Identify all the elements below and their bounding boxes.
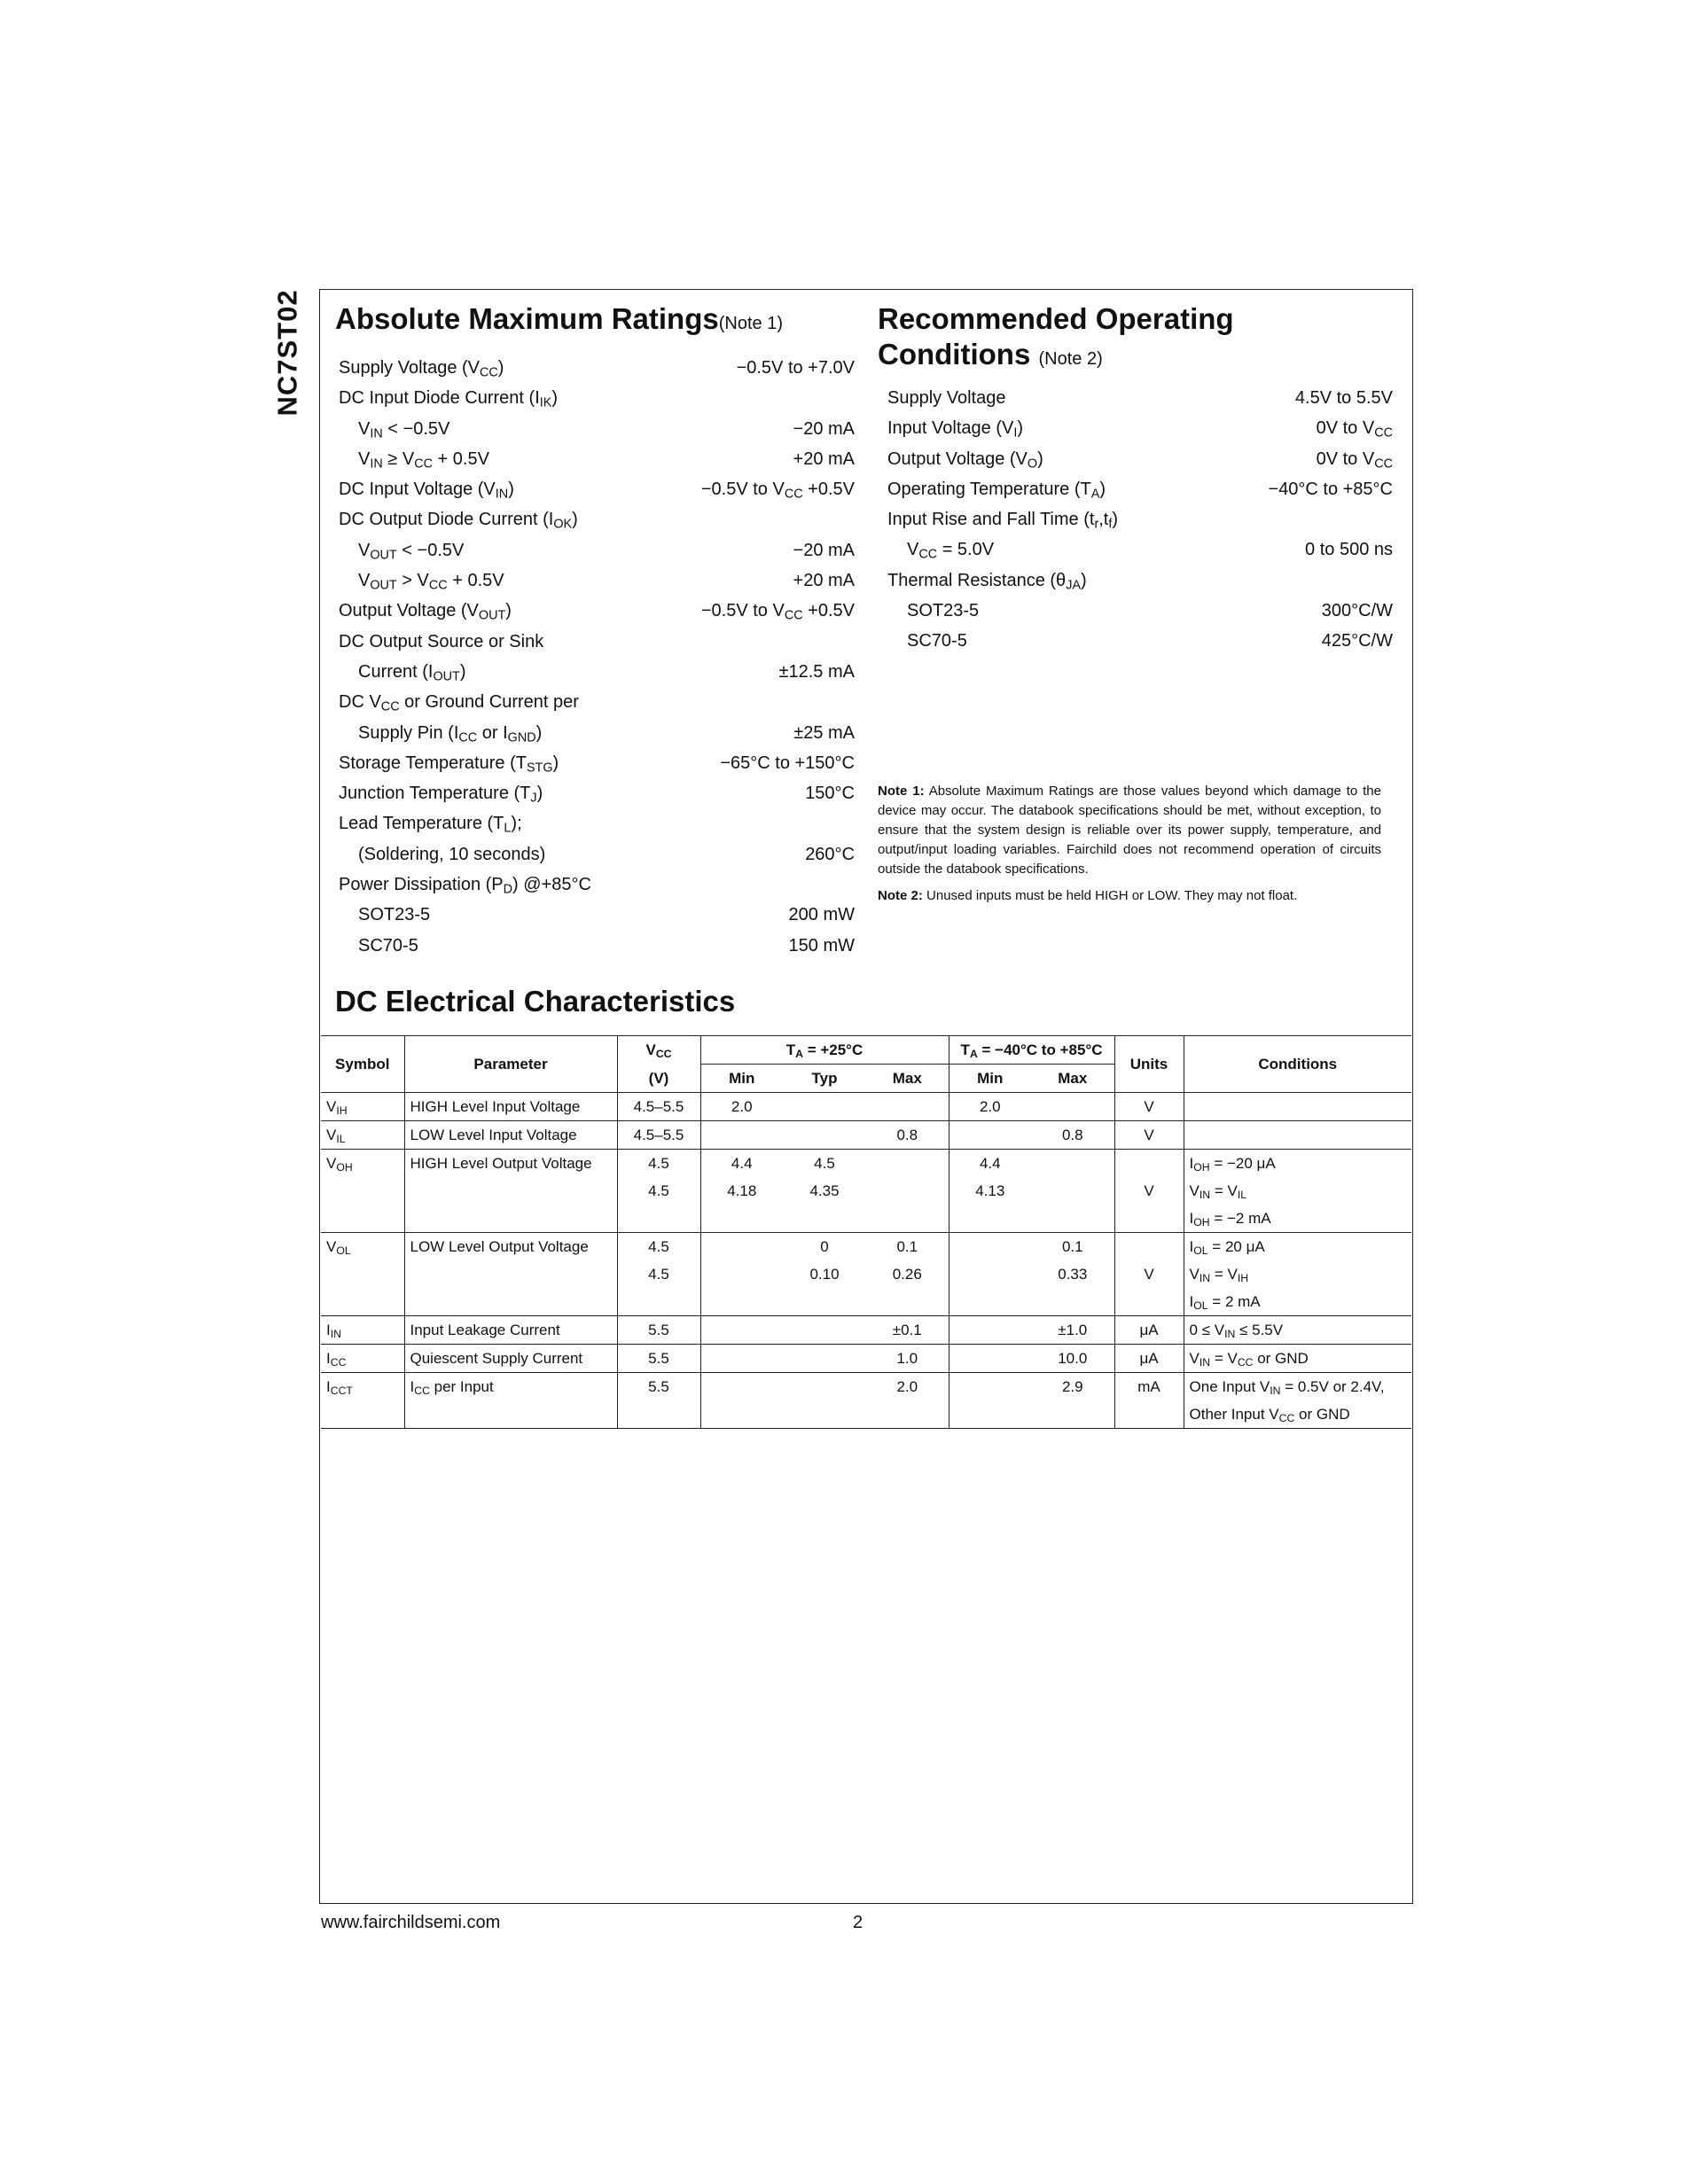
cell-conditions: $I_{OH} = -2$ mA [1184, 1205, 1411, 1233]
cell-parameter [404, 1288, 617, 1316]
cell-parameter: HIGH Level Input Voltage [404, 1093, 617, 1121]
cell-conditions: $V_{IN} = V_{IH}$ [1184, 1260, 1411, 1288]
cell-min-25 [700, 1373, 783, 1401]
rec-op-label: Operating Temperature $(T_A)$ [887, 479, 1106, 502]
cell-max-range: 0.1 [1031, 1233, 1114, 1261]
abs-max-row [339, 900, 855, 930]
rec-op-heading: Recommended Operating Conditions (Note 2) [878, 302, 1234, 370]
cell-symbol [321, 1400, 404, 1429]
rec-op-label: $V_{CC} = 5.0V$ [907, 540, 995, 563]
abs-max-row [339, 808, 855, 838]
cell-typ-25: 4.35 [809, 1182, 840, 1199]
cell-vcc: 4.5 [617, 1233, 700, 1261]
cell-typ-25 [783, 1400, 866, 1429]
note-1 [878, 782, 1381, 879]
abs-max-row [339, 931, 855, 961]
abs-max-value: 150 mW [788, 935, 855, 956]
cell-max-25: 2.0 [866, 1373, 949, 1401]
cell-parameter: Input Leakage Current [404, 1316, 617, 1345]
abs-max-row [339, 353, 855, 383]
cell-units: V [1114, 1093, 1184, 1121]
abs-max-row [339, 778, 855, 808]
note-text: Unused inputs must be held HIGH or LOW. They may not float. [926, 888, 1298, 903]
abs-max-value: −0.5V to $V_{CC} +0.5V$ [700, 601, 855, 623]
cell-conditions: One Input $V_{IN} = 0.5V$ or 2.4V, [1184, 1373, 1411, 1401]
abs-max-row [339, 504, 855, 534]
hdr-ta-25: $T_A = +25^\circ C$ [700, 1036, 949, 1065]
rec-op-value: 0V to $V_{CC}$ [1316, 418, 1393, 441]
abs-max-row [339, 444, 855, 474]
rec-op-value: −40°C to +85°C [1268, 479, 1393, 499]
table-row [321, 1316, 1411, 1345]
abs-max-value: ±12.5 mA [778, 661, 855, 682]
abs-max-label: $V_{IN} < -0.5V$ [358, 418, 450, 441]
rec-op-label: SOT23-5 [907, 601, 980, 621]
cell-typ-25: 0 [783, 1233, 866, 1261]
abs-max-label: DC Input Diode Current $(I_{IK})$ [339, 388, 559, 410]
rec-op-row [887, 566, 1393, 596]
cell-vcc: 5.5 [617, 1373, 700, 1401]
cell-min-25 [700, 1233, 783, 1261]
abs-max-label: Junction Temperature $(T_J)$ [339, 784, 543, 806]
cell-parameter: HIGH Level Output Voltage [404, 1150, 617, 1178]
abs-max-label: Output Voltage $(V_{OUT})$ [339, 601, 512, 623]
cell-units [1114, 1150, 1184, 1178]
dc-header-row-1 [321, 1036, 1411, 1065]
hdr-conditions: Conditions [1184, 1036, 1411, 1093]
cell-min-25 [700, 1400, 783, 1429]
footer-url[interactable]: www.fairchildsemi.com [321, 1913, 501, 1932]
cell-units: μA [1114, 1345, 1184, 1373]
hdr-units: Units [1114, 1036, 1184, 1093]
rec-op-row [887, 383, 1393, 413]
notes-block [878, 782, 1381, 913]
cell-min-range [949, 1233, 1031, 1261]
cell-min-25 [700, 1121, 783, 1150]
cell-min-25: 4.4 [700, 1150, 783, 1178]
abs-max-label: DC Output Diode Current $(I_{OK})$ [339, 510, 578, 533]
cell-min-range [949, 1288, 1031, 1316]
rec-op-label: Output Voltage $(V_O)$ [887, 448, 1043, 472]
abs-max-label: Power Dissipation $(P_D)$ @+85°C [339, 875, 591, 897]
cell-vcc: 5.5 [617, 1316, 700, 1345]
hdr-min-range: Min [949, 1065, 1031, 1093]
cell-min-25 [700, 1205, 783, 1233]
cell-symbol: $I_{CCT}$ [321, 1373, 404, 1401]
cell-min-range [949, 1121, 1031, 1150]
abs-max-label: Storage Temperature $(T_{STG})$ [339, 753, 559, 776]
abs-max-value: −0.5V to $V_{CC} +0.5V$ [700, 480, 855, 502]
abs-max-row [339, 566, 855, 596]
rec-op-label: SC70-5 [907, 631, 967, 651]
cell-typ-25 [783, 1121, 866, 1150]
cell-typ-25 [783, 1093, 866, 1121]
cell-symbol: $V_{OH}$ [321, 1150, 404, 1178]
abs-max-row [339, 870, 855, 900]
cell-min-25: 4.18 [700, 1177, 783, 1205]
cell-conditions: $V_{IN} = V_{CC}$ or GND [1184, 1345, 1411, 1373]
rec-op-row [887, 474, 1393, 504]
cell-max-25: 0.1 [866, 1233, 949, 1261]
abs-max-label: (Soldering, 10 seconds) [358, 844, 546, 864]
cell-symbol: $I_{IN}$ [321, 1316, 404, 1345]
cell-units [1114, 1233, 1184, 1261]
table-bottom-rule [321, 1429, 1411, 1430]
table-row [321, 1150, 1411, 1178]
cell-units: V [1114, 1177, 1184, 1205]
cell-max-range: 10.0 [1031, 1345, 1114, 1373]
cell-conditions: $0 \le V_{IN} \le 5.5V$ [1184, 1316, 1411, 1345]
cell-vcc: 4.5–5.5 [617, 1093, 700, 1121]
cell-parameter: $I_{CC}$ per Input [404, 1373, 617, 1401]
cell-vcc: 4.5–5.5 [617, 1121, 700, 1150]
rec-op-label: Thermal Resistance $(\theta_{JA})$ [887, 570, 1087, 593]
abs-max-row [339, 383, 855, 413]
table-row [321, 1260, 1411, 1288]
cell-conditions [1184, 1093, 1411, 1121]
hdr-max-range: Max [1058, 1070, 1088, 1087]
hdr-vcc-unit: (V) [617, 1065, 700, 1093]
cell-min-25 [700, 1316, 783, 1345]
hdr-vcc: $V_{CC}$ [617, 1036, 700, 1065]
abs-max-value: 260°C [805, 844, 855, 864]
table-row [321, 1205, 1411, 1233]
abs-max-value: −0.5V to +7.0V [736, 358, 855, 378]
cell-symbol [321, 1260, 404, 1288]
cell-min-range: 4.13 [949, 1177, 1031, 1205]
cell-min-25 [700, 1345, 783, 1373]
abs-max-value: −20 mA [793, 418, 855, 439]
page-number: 2 [853, 1913, 864, 1932]
cell-max-range [1031, 1150, 1114, 1178]
cell-typ-25: 0.10 [809, 1266, 840, 1283]
rec-op-row [887, 413, 1393, 443]
cell-max-range [1031, 1205, 1114, 1233]
cell-max-25: 0.26 [892, 1266, 922, 1283]
cell-max-25 [866, 1400, 949, 1429]
cell-max-25 [866, 1205, 949, 1233]
hdr-max-25: Max [892, 1070, 922, 1087]
cell-symbol [321, 1177, 404, 1205]
cell-min-range: 4.4 [949, 1150, 1031, 1178]
cell-symbol [321, 1288, 404, 1316]
table-row [321, 1093, 1411, 1121]
abs-max-label: Current $(I_{OUT})$ [358, 661, 466, 684]
cell-max-25 [866, 1177, 949, 1205]
cell-parameter: Quiescent Supply Current [404, 1345, 617, 1373]
cell-max-25: ±0.1 [866, 1316, 949, 1345]
cell-parameter [404, 1205, 617, 1233]
cell-max-25: 1.0 [866, 1345, 949, 1373]
rec-op-value: 425°C/W [1321, 631, 1393, 651]
cell-max-range [1031, 1288, 1114, 1316]
cell-parameter: LOW Level Input Voltage [404, 1121, 617, 1150]
cell-max-25 [866, 1093, 949, 1121]
cell-typ-25 [783, 1205, 866, 1233]
abs-max-list [339, 353, 855, 961]
note-text: Absolute Maximum Ratings are those values beyond which damage to the device may occur. The databook specifications should be met, without exception, to ensure that the system design is reliable over its power supply, temperature, and output/input loading variables. Fairchild does not recommend operation of circuits outside the databook specifications. [878, 784, 1381, 877]
hdr-symbol: Symbol [321, 1036, 404, 1093]
cell-max-25 [866, 1288, 949, 1316]
note-label: Note 2: [878, 888, 923, 903]
cell-conditions: Other Input $V_{CC}$ or GND [1184, 1400, 1411, 1429]
cell-max-25: 0.8 [866, 1121, 949, 1150]
cell-vcc: 4.5 [617, 1177, 700, 1205]
abs-max-value: −20 mA [793, 540, 855, 560]
hdr-min-25: Min [700, 1065, 783, 1093]
cell-min-range [949, 1260, 1031, 1288]
cell-max-range [1031, 1093, 1114, 1121]
abs-max-value: +20 mA [793, 448, 855, 469]
cell-symbol [321, 1205, 404, 1233]
cell-units [1114, 1205, 1184, 1233]
abs-max-row [339, 718, 855, 748]
cell-typ-25 [783, 1316, 866, 1345]
abs-max-label: Supply Pin ($I_{CC}$ or $I_{GND}$) [358, 722, 543, 745]
cell-min-range [949, 1345, 1031, 1373]
rec-op-label: Supply Voltage [887, 388, 1006, 408]
part-number-vertical: NC7ST02 [272, 289, 304, 417]
cell-units: mA [1114, 1373, 1184, 1401]
abs-max-value: −65°C to +150°C [720, 753, 855, 773]
cell-units: V [1114, 1260, 1184, 1288]
cell-max-range: ±1.0 [1031, 1316, 1114, 1345]
cell-typ-25 [783, 1288, 866, 1316]
abs-max-label: DC Input Voltage $(V_{IN})$ [339, 480, 514, 502]
cell-max-range [1031, 1177, 1114, 1205]
table-row [321, 1373, 1411, 1401]
abs-max-label: Lead Temperature $(T_L)$; [339, 814, 522, 837]
cell-symbol: $I_{CC}$ [321, 1345, 404, 1373]
cell-vcc: 4.5 [617, 1150, 700, 1178]
cell-min-range [949, 1205, 1031, 1233]
rec-op-row [887, 444, 1393, 474]
cell-max-range: 0.33 [1058, 1266, 1088, 1283]
abs-max-label: SC70-5 [358, 935, 418, 956]
hdr-ta-range: $T_A = -40^\circ C$ to +85°C [949, 1036, 1114, 1065]
rec-op-value: 0 to 500 ns [1305, 540, 1393, 560]
rec-op-list [887, 383, 1393, 657]
hdr-parameter: Parameter [404, 1036, 617, 1093]
cell-max-range [1031, 1400, 1114, 1429]
rec-op-row [887, 504, 1393, 534]
table-row [321, 1288, 1411, 1316]
cell-conditions [1184, 1121, 1411, 1150]
cell-conditions: $I_{OL} = 20$ μA [1184, 1233, 1411, 1261]
rec-op-row [887, 596, 1393, 626]
table-row [321, 1233, 1411, 1261]
abs-max-label: $V_{OUT} < -0.5V$ [358, 540, 465, 563]
table-row [321, 1400, 1411, 1429]
abs-max-value: 200 mW [788, 905, 855, 925]
note-2 [878, 886, 1381, 906]
rec-op-label: Input Voltage $(V_I)$ [887, 418, 1023, 441]
dc-heading: DC Electrical Characteristics [335, 985, 736, 1018]
abs-max-label: Supply Voltage $(V_{CC})$ [339, 358, 504, 380]
abs-max-label: DC Output Source or Sink [339, 631, 544, 651]
cell-min-25 [700, 1288, 783, 1316]
abs-max-row [339, 839, 855, 870]
abs-max-label: SOT23-5 [358, 905, 431, 925]
abs-max-row [339, 627, 855, 657]
cell-symbol: $V_{IL}$ [321, 1121, 404, 1150]
abs-max-value: ±25 mA [793, 722, 855, 743]
rec-op-row [887, 534, 1393, 565]
cell-conditions: $V_{IN} = V_{IL}$ [1184, 1177, 1411, 1205]
cell-conditions: $I_{OH} = -20$ μA [1184, 1150, 1411, 1178]
abs-max-value: +20 mA [793, 571, 855, 591]
abs-max-row [339, 414, 855, 444]
abs-max-value: 150°C [805, 784, 855, 804]
rec-op-row [887, 626, 1393, 656]
cell-parameter: LOW Level Output Voltage [404, 1233, 617, 1261]
abs-max-row [339, 687, 855, 717]
abs-max-row [339, 474, 855, 504]
cell-vcc [617, 1288, 700, 1316]
cell-typ-25 [783, 1373, 866, 1401]
cell-min-range [949, 1400, 1031, 1429]
cell-parameter [404, 1260, 617, 1288]
abs-max-row [339, 657, 855, 687]
cell-parameter [404, 1177, 617, 1205]
cell-symbol: $V_{IH}$ [321, 1093, 404, 1121]
abs-max-row [339, 535, 855, 566]
cell-symbol: $V_{OL}$ [321, 1233, 404, 1261]
dc-characteristics-table [321, 1035, 1411, 1429]
table-row [321, 1345, 1411, 1373]
rec-op-value: 0V to $V_{CC}$ [1316, 448, 1393, 472]
rec-op-label: Input Rise and Fall Time $(t_r,t_f)$ [887, 510, 1119, 532]
cell-vcc [617, 1205, 700, 1233]
abs-max-label: $V_{OUT} > V_{CC} + 0.5V$ [358, 571, 504, 593]
cell-max-25 [866, 1150, 949, 1178]
cell-vcc: 4.5 [617, 1260, 700, 1288]
rec-op-value: 300°C/W [1321, 601, 1393, 621]
cell-units: V [1114, 1121, 1184, 1150]
cell-min-range: 2.0 [949, 1093, 1031, 1121]
table-row [321, 1121, 1411, 1150]
abs-max-label: $V_{IN} \ge V_{CC} + 0.5V$ [358, 448, 489, 472]
cell-typ-25 [783, 1345, 866, 1373]
cell-conditions: $I_{OL} = 2$ mA [1184, 1288, 1411, 1316]
note-label: Note 1: [878, 784, 925, 799]
cell-min-range [949, 1373, 1031, 1401]
cell-parameter [404, 1400, 617, 1429]
cell-units [1114, 1400, 1184, 1429]
cell-min-range [949, 1316, 1031, 1345]
hdr-typ-25: Typ [811, 1070, 838, 1087]
abs-max-row [339, 596, 855, 626]
rec-op-value: 4.5V to 5.5V [1294, 388, 1393, 408]
abs-max-label: DC $V_{CC}$ or Ground Current per [339, 692, 579, 714]
cell-min-25 [700, 1260, 783, 1288]
cell-typ-25: 4.5 [783, 1150, 866, 1178]
table-row [321, 1177, 1411, 1205]
abs-max-row [339, 748, 855, 778]
cell-units [1114, 1288, 1184, 1316]
cell-max-range: 2.9 [1031, 1373, 1114, 1401]
cell-vcc: 5.5 [617, 1345, 700, 1373]
cell-units: μA [1114, 1316, 1184, 1345]
cell-max-range: 0.8 [1031, 1121, 1114, 1150]
cell-min-25: 2.0 [700, 1093, 783, 1121]
abs-max-heading: Absolute Maximum Ratings(Note 1) [335, 302, 783, 335]
cell-vcc [617, 1400, 700, 1429]
